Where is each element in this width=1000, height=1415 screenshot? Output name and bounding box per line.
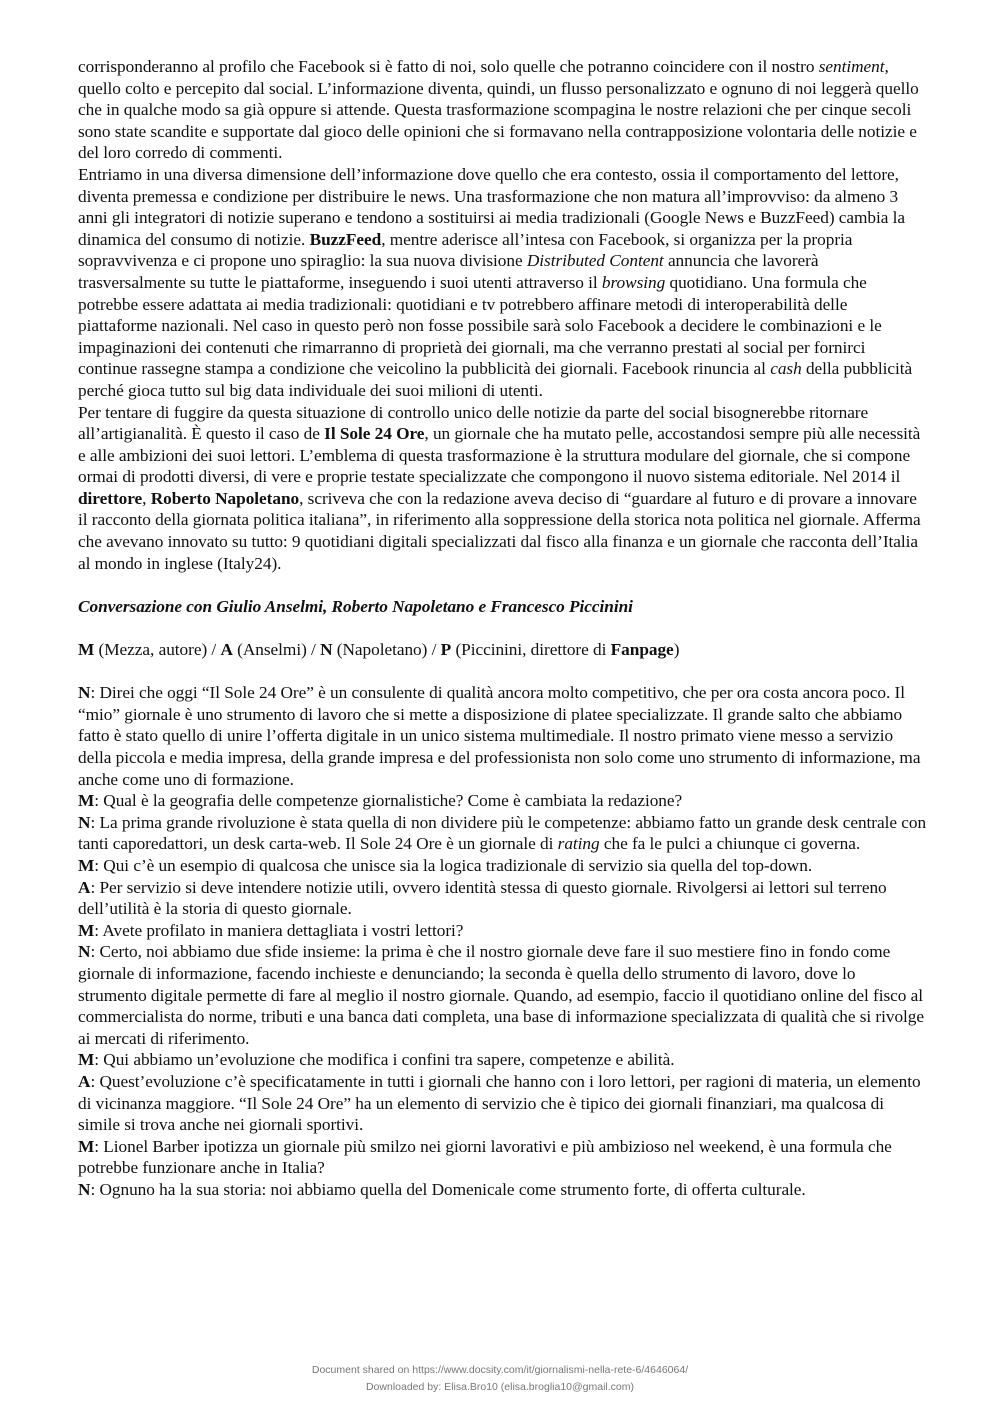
bold-text: direttore [78, 488, 143, 508]
bold-text: BuzzFeed [309, 229, 382, 249]
bold-text: Roberto Napoletano [150, 488, 300, 508]
bold-text: N [78, 683, 91, 703]
dialogue-turn [78, 1049, 928, 1071]
bold-text: Fanpage [610, 640, 674, 660]
text-run: Entriamo in una diversa dimensione dell’informazione dove quello che era contesto, ossia il comportamento del lettore, diventa premessa e condizione per distribuire le news. Una trasformazione che non matura all’improvviso: da almeno 3 anni gli integratori di notizie superano e tendono a sostituirsi ai media tradizionali (Google News e BuzzFeed) cambia la dinamica del consumo di notizie. [78, 164, 906, 249]
bold-text: A [78, 877, 91, 897]
text-run: quotidiano. Una formula che potrebbe essere adattata ai media tradizionali: quotidiani e tv potrebbero affinare metodi di interoperabilità delle piattaforme nazionali. Nel caso in questo però non fosse possibile sarà solo Facebook a decidere le combinazioni e le impaginazioni dei contenuti che rimarranno di proprietà dei giornali, ma che verranno prestati al social per fornirci continue rassegne stampa a condizione che veicolino la pubblicità dei giornali. Facebook rinuncia al [78, 272, 882, 379]
text-run: ) [673, 640, 680, 660]
bold-text: M [78, 855, 95, 875]
bold-text: Il Sole 24 Ore [324, 424, 425, 444]
text-run: (Mezza, autore) / [94, 640, 221, 660]
italic-text: cash [770, 359, 802, 379]
footer-shared-note: Document shared on https://www.docsity.com/it/giornalismi-nella-rete-6/4646064/ [311, 1364, 689, 1376]
bold-text: M [78, 920, 95, 940]
bold-text: A [220, 640, 233, 660]
text-run: che fa le pulci a chiunque ci governa. [599, 834, 861, 854]
text-run: : La prima grande rivoluzione è stata quella di non dividere più le competenze: abbiamo fatto un grande desk centrale con tanti caporedattori, un desk carta-web. Il Sole 24 Ore è un giornale di [78, 812, 927, 854]
bold-text: N [78, 812, 91, 832]
spacer [78, 617, 928, 639]
text-run: , mentre aderisce all’intesa con Facebook, si organizza per la propria sopravvivenza e ci propone uno spiraglio: la sua nuova divisione [78, 229, 853, 271]
text-run: , un giornale che ha mutato pelle, accostandosi sempre più alle necessità e alle ambizioni dei suoi lettori. L’emblema di questa trasformazione è la struttura modulare del giornale, che si compone ormai di prodotti diversi, di vere e proprie testate specializzate che compongono il nuovo sistema editoriale. Nel 2014 il [78, 424, 921, 487]
dialogue-turn [78, 1136, 928, 1179]
text-run: : Quest’evoluzione c’è specificatamente in tutti i giornali che hanno con i loro lettori, per ragioni di materia, un elemento di vicinanza maggiore. “Il Sole 24 Ore” ha un elemento di servizio che è tipico dei giornali finanziari, ma qualcosa di simile si trova anche nei giornali sportivi. [78, 1071, 921, 1135]
bold-text: M [78, 1136, 95, 1156]
intro-paragraphs [78, 56, 928, 574]
speaker-legend [78, 639, 928, 661]
italic-text: sentiment [818, 57, 885, 76]
body-paragraph [78, 164, 928, 402]
bold-text: N [78, 942, 91, 962]
dialogue-turn [78, 1179, 928, 1201]
text-run: (Napoletano) / [332, 640, 441, 660]
italic-text: Distributed Content [526, 251, 664, 271]
interview-dialogue [78, 682, 928, 1200]
text-run: corrisponderanno al profilo che Facebook si è fatto di noi, solo quelle che potranno coincidere con il nostro [78, 57, 819, 76]
text-run: , [142, 488, 151, 508]
text-run: (Piccinini, direttore di [451, 640, 611, 660]
text-run: : Direi che oggi “Il Sole 24 Ore” è un consulente di qualità ancora molto competitivo, che per ora costa ancora poco. Il “mio” giornale è uno strumento di lavoro che si mette a disposizione di platee specializzate. Il grande salto che abbiamo fatto è stato quello di unire l’offerta digitale in un unico sistema multimediale. Il nostro primato viene messo a servizio della piccola e media impresa, della grande impresa e del professionista non solo come uno strumento di informazione, ma anche come uno di formazione. [78, 683, 921, 789]
section-title: Conversazione con Giulio Anselmi, Roberto Napoletano e Francesco Piccinini [78, 596, 633, 616]
italic-text: rating [557, 834, 600, 854]
body-paragraph [78, 56, 928, 164]
bold-text: A [78, 1071, 91, 1091]
italic-text: browsing [601, 272, 666, 292]
bold-text: M [78, 791, 95, 811]
bold-text: N [320, 640, 333, 660]
text-run: della pubblicità perché gioca tutto sul big data individuale dei suoi milioni di utenti. [78, 359, 913, 400]
text-run: Per tentare di fuggire da questa situazione di controllo unico delle notizie da parte del social bisognerebbe ritornare all’artigianalità. È questo il caso de [78, 402, 869, 444]
spacer [78, 574, 928, 596]
text-run: : Avete profilato in maniera dettagliata i vostri lettori? [94, 920, 464, 940]
dialogue-turn [78, 877, 928, 920]
text-run: , quello colto e percepito dal social. L’informazione diventa, quindi, un flusso personalizzato e ognuno di noi leggerà quello che in qualche modo sa già oppure si attende. Questa trasformazione scompagina le nostre relazioni che per cinque secoli sono state scandite e supportate dal gioco delle opinioni che si formavano nella contrapposizione volontaria delle notizie e del loro corredo di commenti. [78, 57, 919, 163]
dialogue-turn [78, 941, 928, 1049]
bold-text: P [440, 640, 452, 660]
text-run: : Qui c’è un esempio di qualcosa che unisce sia la logica tradizionale di servizio sia quella del top-down. [94, 855, 813, 875]
document-page [78, 56, 928, 1200]
spacer [78, 661, 928, 683]
text-run: : Qui abbiamo un’evoluzione che modifica i confini tra sapere, competenze e abilità. [94, 1050, 675, 1070]
text-run: : Certo, noi abbiamo due sfide insieme: la prima è che il nostro giornale deve fare il suo mestiere fino in fondo come giornale di informazione, facendo inchieste e denunciando; la seconda è quella dello strumento di lavoro, dove lo strumento digitale permette di fare al meglio il nostro giornale. Quando, ad esempio, faccio il quotidiano online del fisco al commercialista do norme, tributi e una banca dati completa, una base di informazione specializzata di qualità che si rivolge ai mercati di riferimento. [78, 942, 925, 1048]
dialogue-turn [78, 920, 928, 942]
bold-text: M [78, 1050, 95, 1070]
text-run: : Per servizio si deve intendere notizie utili, ovvero identità stessa di questo giornale. Rivolgersi ai lettori sul terreno dell’utilità è la storia di questo giornale. [78, 877, 887, 919]
bold-text: N [78, 1179, 91, 1199]
text-run: , scriveva che con la redazione aveva deciso di “guardare al futuro e di provare a innovare il racconto della giornata politica italiana”, in riferimento alla soppressione della storica nota politica nel giornale. Afferma che avevano innovato su tutto: 9 quotidiani digitali specializzati dal fisco alla finanza e un giornale che racconta dell’Italia al mondo in inglese (Italy24). [78, 488, 921, 573]
text-run: : Lionel Barber ipotizza un giornale più smilzo nei giorni lavorativi e più ambizioso nel weekend, è una formula che potrebbe funzionare anche in Italia? [78, 1136, 892, 1178]
dialogue-turn [78, 812, 928, 855]
text-run: annuncia che lavorerà trasversalmente su tutte le piattaforme, inseguendo i suoi utenti attraverso il [78, 251, 819, 292]
dialogue-turn [78, 1071, 928, 1136]
dialogue-turn [78, 682, 928, 790]
text-run: : Ognuno ha la sua storia: noi abbiamo quella del Domenicale come strumento forte, di offerta culturale. [90, 1179, 806, 1199]
body-paragraph [78, 402, 928, 575]
text-run: (Anselmi) / [232, 640, 321, 660]
text-run: : Qual è la geografia delle competenze giornalistiche? Come è cambiata la redazione? [94, 791, 683, 811]
footer-download-note: Downloaded by: Elisa.Bro10 (elisa.broglia10@gmail.com) [365, 1381, 635, 1393]
dialogue-turn [78, 790, 928, 812]
dialogue-turn [78, 855, 928, 877]
bold-text: M [78, 640, 95, 660]
